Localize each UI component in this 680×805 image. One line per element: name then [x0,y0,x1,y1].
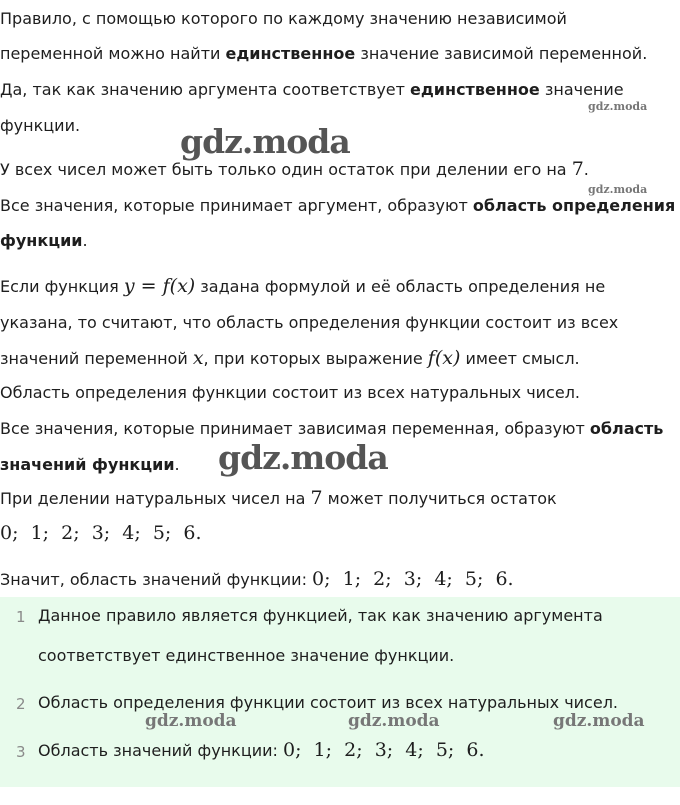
bold-term: функции [0,231,83,250]
answer-text: Область определения функции состоит из всех натуральных чисел. [38,693,619,712]
bold-term: значений функции [0,455,175,474]
text-line: значений функции. [0,455,180,474]
text-line: Все значения, которые принимает аргумент, образуют область определения [0,196,676,215]
text-line: Все значения, которые принимает зависимая переменная, образуют область [0,419,664,438]
text-line: функции. [0,116,81,135]
formula: y = f(x) [123,275,196,297]
bold-term: единственное [410,80,540,99]
answer-number: 3 [16,743,26,761]
answers-block [0,597,680,787]
answer-text: Область значений функции: 0; 1; 2; 3; 4; 5; 6. [38,739,485,761]
remainder-list: 0; 1; 2; 3; 4; 5; 6. [0,522,202,544]
text-line: Правило, с помощью которого по каждому значению независимой [0,9,567,28]
formula: x [192,347,204,369]
bold-term: область [589,419,664,438]
text-line: При делении натуральных чисел на 7 может получиться остаток [0,487,557,509]
watermark: gdz.moda [145,711,237,731]
text-line: Область определения функции состоит из всех натуральных чисел. [0,383,581,402]
watermark: gdz.moda [588,183,648,196]
text-line: переменной можно найти единственное значение зависимой переменной. [0,44,648,63]
formula: f(x) [427,347,461,369]
watermark: gdz.moda [348,711,440,731]
text-line: Если функция y = f(x) задана формулой и её область определения не [0,275,606,297]
text-line: функции. [0,231,88,250]
answer-text: соответствует единственное значение функции. [38,646,455,665]
text-line: Значит, область значений функции: 0; 1; 2; 3; 4; 5; 6. [0,568,514,590]
text-line: указана, то считают, что область определения функции состоит из всех [0,313,619,332]
text-line: Да, так как значению аргумента соответствует единственное значение [0,80,624,99]
watermark: gdz.moda [553,711,645,731]
bold-term: область определения [472,196,676,215]
answer-number: 1 [16,608,26,626]
answer-number: 2 [16,695,26,713]
bold-term: единственное [225,44,356,63]
watermark: gdz.moda [180,122,350,161]
text-line: значений переменной x, при которых выражение f(x) имеет смысл. [0,347,580,369]
text-line: У всех чисел может быть только один остаток при делении его на 7. [0,158,589,180]
answer-text: Данное правило является функцией, так как значению аргумента [38,606,603,625]
watermark: gdz.moda [218,438,388,477]
watermark: gdz.moda [588,100,648,113]
